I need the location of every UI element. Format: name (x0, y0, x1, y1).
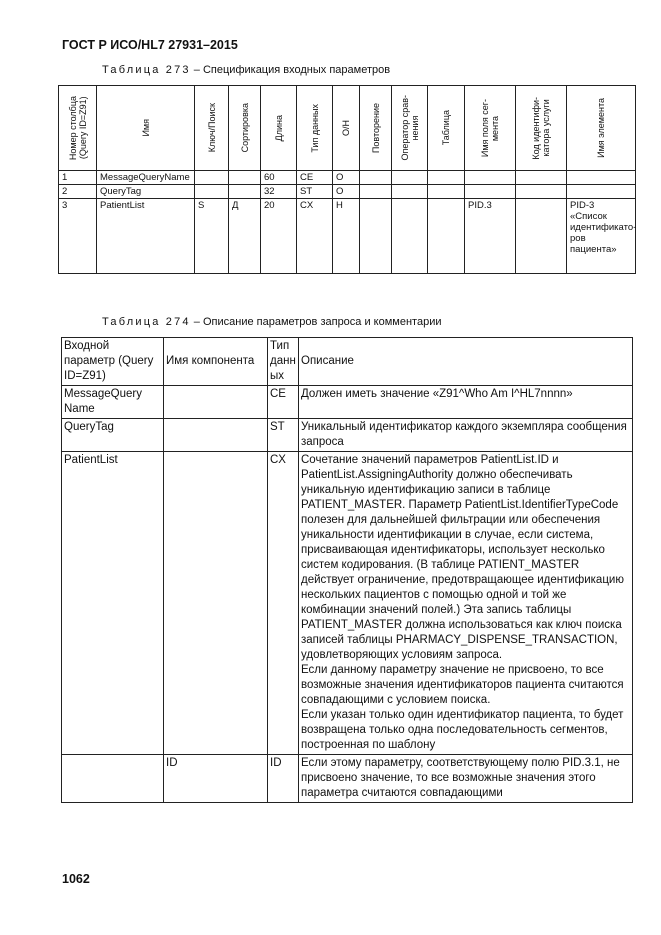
table-274-caption-title: – Описание параметров запроса и комментарии (190, 316, 442, 328)
input-parameters-spec-table (58, 85, 636, 274)
query-parameters-description-table (61, 337, 633, 803)
header-cell: Имя (97, 86, 195, 171)
header-cell: Повторение (360, 86, 392, 171)
cell-length: 20 (261, 199, 297, 274)
cell-segment-field (465, 171, 516, 185)
cell-repeat (360, 199, 392, 274)
cell-type: CE (268, 386, 299, 419)
cell-name: QueryTag (97, 185, 195, 199)
cell-name: MessageQueryName (97, 171, 195, 185)
cell-key-search (195, 171, 229, 185)
cell-sort (229, 185, 261, 199)
document-header: ГОСТ Р ИСО/HL7 27931–2015 (62, 38, 238, 52)
cell-element-name (567, 185, 636, 199)
table-row (62, 452, 633, 755)
header-cell: Таблица (428, 86, 465, 171)
cell-key-search (195, 185, 229, 199)
table-row (62, 419, 633, 452)
cell-segment-field (465, 185, 516, 199)
table-273-caption (102, 64, 390, 76)
cell-data-type: CX (297, 199, 333, 274)
cell-sort (229, 171, 261, 185)
cell-sort: Д (229, 199, 261, 274)
cell-data-type: CE (297, 171, 333, 185)
header-cell: Тип данных (297, 86, 333, 171)
cell-description (299, 755, 633, 803)
cell-service-id (516, 199, 567, 274)
table-274-caption (102, 316, 441, 328)
cell-table (428, 199, 465, 274)
header-cell: Номер столбца (Query ID=Z91) (59, 86, 97, 171)
cell-parameter (62, 755, 164, 803)
table-header-row (59, 86, 636, 171)
cell-description (299, 419, 633, 452)
header-input-parameter: Входной параметр (Query ID=Z91) (62, 338, 164, 386)
header-cell: Сортировка (229, 86, 261, 171)
cell-repeat (360, 171, 392, 185)
header-data-type: Тип данных (268, 338, 299, 386)
cell-component: ID (164, 755, 268, 803)
cell-type: CX (268, 452, 299, 755)
cell-segment-field: PID.3 (465, 199, 516, 274)
description-paragraph: Должен иметь значение «Z91^Who Am I^HL7nnnn» (301, 388, 573, 400)
table-273-caption-label: Таблица 273 (102, 64, 191, 76)
header-cell: Длина (261, 86, 297, 171)
cell-operator (392, 171, 428, 185)
cell-table (428, 185, 465, 199)
header-cell: Ключ/Поиск (195, 86, 229, 171)
cell-component (164, 419, 268, 452)
table-273-caption-title: – Спецификация входных параметров (190, 64, 391, 76)
cell-operator (392, 199, 428, 274)
header-component-name: Имя компонента (164, 338, 268, 386)
cell-service-id (516, 185, 567, 199)
table-274-caption-label: Таблица 274 (102, 316, 191, 328)
header-cell: О/Н (333, 86, 360, 171)
cell-data-type: ST (297, 185, 333, 199)
cell-column-number: 3 (59, 199, 97, 274)
description-paragraph: Уникальный идентификатор каждого экземпляра сообщения запроса (301, 421, 627, 448)
cell-key-search: S (195, 199, 229, 274)
description-paragraph: Если данному параметру значение не присвоено, то все возможные значения идентификаторов пациента считаются совпадающими с условием поиска. (301, 664, 624, 706)
cell-table (428, 171, 465, 185)
cell-parameter: MessageQuery Name (62, 386, 164, 419)
cell-name: PatientList (97, 199, 195, 274)
cell-type: ID (268, 755, 299, 803)
cell-parameter: PatientList (62, 452, 164, 755)
cell-column-number: 2 (59, 185, 97, 199)
cell-repeat (360, 185, 392, 199)
cell-optionality: O (333, 185, 360, 199)
cell-component (164, 452, 268, 755)
table-row (62, 755, 633, 803)
header-cell: Оператор срав- нения (392, 86, 428, 171)
cell-optionality: O (333, 171, 360, 185)
cell-element-name (567, 171, 636, 185)
cell-element-name: PID-3 «Список идентификато-ров пациента» (567, 199, 636, 274)
cell-optionality: Н (333, 199, 360, 274)
description-paragraph: Сочетание значений параметров PatientList.ID и PatientList.AssigningAuthority должно обеспечивать уникальную идентификацию записи в таблице PATIENT_MASTER. Параметр PatientList.IdentifierTypeCode полезен для дальнейшей фильтрации или обеспечения уникальности идентификации в случае, если система, присваивающая идентификаторы, использует несколько систем кодирования. (В таблице PATIENT_MASTER действует ограничение, предотвращающее идентификацию нескольких пациентов с помощью одной и той же комбинации значений полей.) Эта запись таблицы PATIENT_MASTER должна использоваться как ключ поиска записей таблицы PHARMACY_DISPENSE_TRANSACTION, удовлетворяющих условиям запроса. (301, 454, 624, 661)
cell-column-number: 1 (59, 171, 97, 185)
page-number: 1062 (62, 872, 90, 886)
cell-description (299, 386, 633, 419)
header-description: Описание (299, 338, 633, 386)
table-row (59, 199, 636, 274)
cell-service-id (516, 171, 567, 185)
cell-description (299, 452, 633, 755)
cell-length: 60 (261, 171, 297, 185)
table-header-row (62, 338, 633, 386)
cell-component (164, 386, 268, 419)
header-cell: Код идентифи- катора услуги (516, 86, 567, 171)
cell-parameter: QueryTag (62, 419, 164, 452)
header-cell: Имя элемента (567, 86, 636, 171)
table-row (62, 386, 633, 419)
cell-type: ST (268, 419, 299, 452)
cell-length: 32 (261, 185, 297, 199)
table-row (59, 171, 636, 185)
header-cell: Имя поля сег- мента (465, 86, 516, 171)
description-paragraph: Если этому параметру, соответствующему полю PID.3.1, не присвоено значение, то все возможные значения этого параметра считаются совпадающими (301, 757, 620, 799)
description-paragraph: Если указан только один идентификатор пациента, то будет возвращена только одна последовательность сегментов, построенная по шаблону (301, 709, 624, 751)
cell-operator (392, 185, 428, 199)
table-row (59, 185, 636, 199)
